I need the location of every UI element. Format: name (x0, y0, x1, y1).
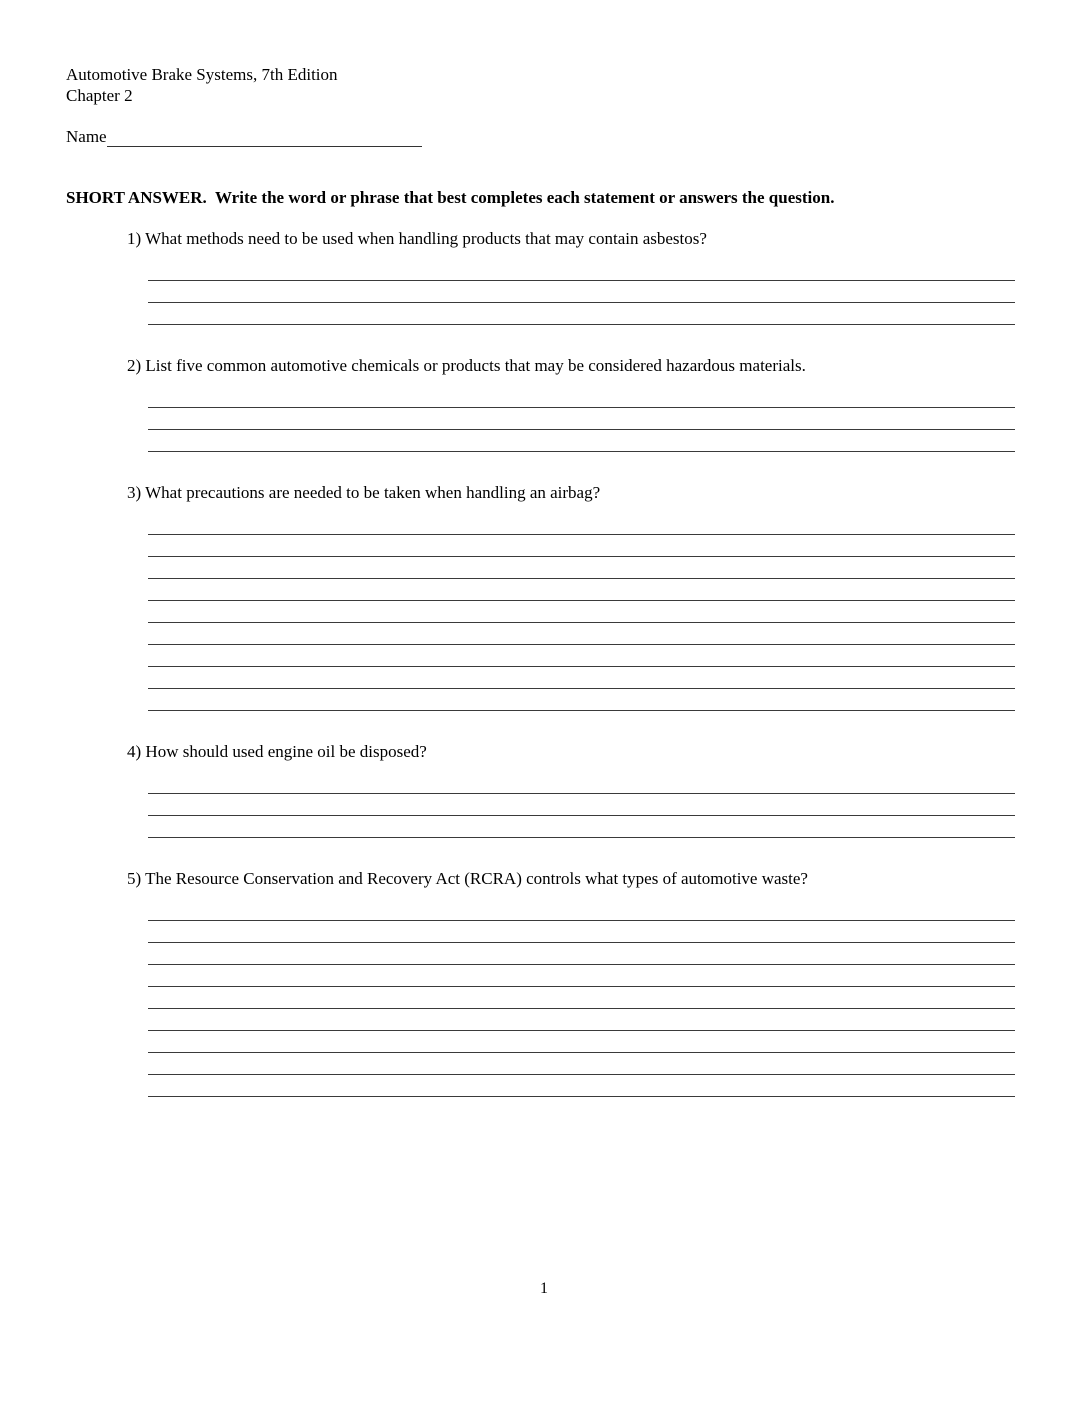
answer-line (148, 513, 1015, 535)
question-line (127, 741, 1018, 762)
section-instruction: SHORT ANSWER. Write the word or phrase that best completes each statement or answers the question. (66, 188, 835, 207)
answer-line (148, 794, 1015, 816)
question-block (127, 228, 1018, 325)
question-block (127, 868, 1018, 1097)
answer-line (148, 943, 1015, 965)
question-block (127, 355, 1018, 452)
page-number: 1 (540, 1280, 548, 1297)
answer-line (148, 557, 1015, 579)
answer-line (148, 579, 1015, 601)
chapter-label: Chapter 2 (66, 86, 133, 105)
answer-line (148, 921, 1015, 943)
answer-line (148, 430, 1015, 452)
question-block (127, 482, 1018, 711)
answer-line (148, 601, 1015, 623)
question-line (127, 355, 1018, 376)
question-number: 3) (127, 483, 142, 502)
answer-line (148, 535, 1015, 557)
question-text: List five common automotive chemicals or products that may be considered hazardous materials. (145, 356, 806, 375)
question-number: 1) (127, 229, 142, 248)
name-blank-line (107, 128, 422, 147)
question-line (127, 868, 1018, 889)
name-label: Name (66, 127, 107, 146)
answer-line (148, 386, 1015, 408)
answer-line (148, 816, 1015, 838)
document-header (66, 64, 1088, 106)
answer-line (148, 987, 1015, 1009)
answer-line (148, 259, 1015, 281)
answer-line (148, 689, 1015, 711)
question-block (127, 741, 1018, 838)
answer-line (148, 281, 1015, 303)
answer-line (148, 1053, 1015, 1075)
questions (0, 228, 1088, 1097)
question-text: How should used engine oil be disposed? (145, 742, 427, 761)
answer-lines (148, 513, 1015, 711)
answer-line (148, 965, 1015, 987)
answer-line (148, 772, 1015, 794)
question-line (127, 228, 1018, 249)
answer-line (148, 899, 1015, 921)
answer-line (148, 667, 1015, 689)
question-number: 2) (127, 356, 142, 375)
answer-lines (148, 259, 1015, 325)
answer-line (148, 303, 1015, 325)
question-number: 5) (127, 869, 142, 888)
answer-line (148, 408, 1015, 430)
question-line (127, 482, 1018, 503)
answer-line (148, 623, 1015, 645)
answer-lines (148, 386, 1015, 452)
question-text: What precautions are needed to be taken when handling an airbag? (145, 483, 601, 502)
answer-line (148, 645, 1015, 667)
answer-lines (148, 772, 1015, 838)
question-text: What methods need to be used when handling products that may contain asbestos? (145, 229, 707, 248)
answer-line (148, 1031, 1015, 1053)
answer-line (148, 1075, 1015, 1097)
question-number: 4) (127, 742, 142, 761)
answer-line (148, 1009, 1015, 1031)
answer-lines (148, 899, 1015, 1097)
document-title: Automotive Brake Systems, 7th Edition (66, 65, 338, 84)
question-text: The Resource Conservation and Recovery Act (RCRA) controls what types of automotive waste? (145, 869, 808, 888)
name-row (66, 126, 1088, 147)
